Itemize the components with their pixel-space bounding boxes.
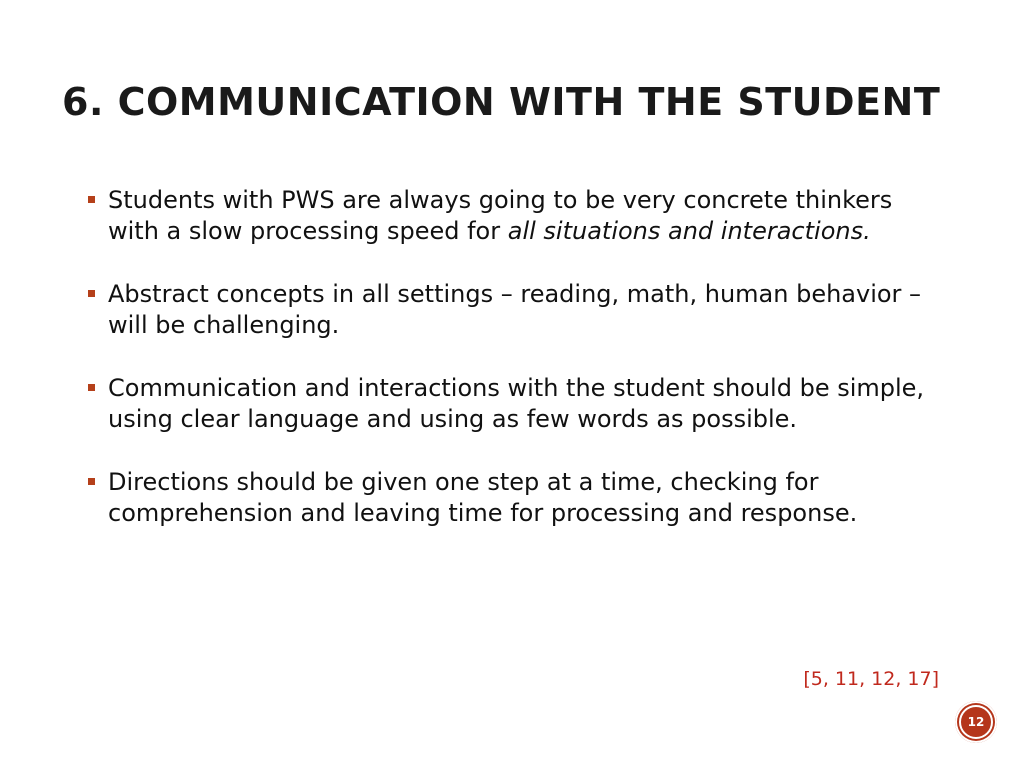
slide-title: 6. COMMUNICATION WITH THE STUDENT (62, 80, 941, 124)
square-bullet-icon (88, 290, 95, 297)
square-bullet-icon (88, 384, 95, 391)
citation-references: [5, 11, 12, 17] (803, 668, 939, 690)
square-bullet-icon (88, 478, 95, 485)
bullet-item (86, 185, 926, 247)
bullet-text: Abstract concepts in all settings – reading, math, human behavior – will be challenging. (108, 280, 922, 339)
bullet-emphasis: all situations and interactions. (507, 217, 871, 245)
page-number-badge (955, 701, 997, 743)
bullet-item (86, 279, 926, 341)
bullet-text: Students with PWS are always going to be very concrete thinkers with a slow processing speed for all situations and interactions. (108, 186, 893, 245)
bullet-item (86, 373, 926, 435)
bullet-text: Directions should be given one step at a time, checking for comprehension and leaving time for processing and response. (108, 468, 858, 527)
bullet-text: Communication and interactions with the student should be simple, using clear language and using as few words as possible. (108, 374, 925, 433)
bullet-list (86, 185, 926, 561)
square-bullet-icon (88, 196, 95, 203)
bullet-item (86, 467, 926, 529)
page-number: 12 (959, 705, 993, 739)
